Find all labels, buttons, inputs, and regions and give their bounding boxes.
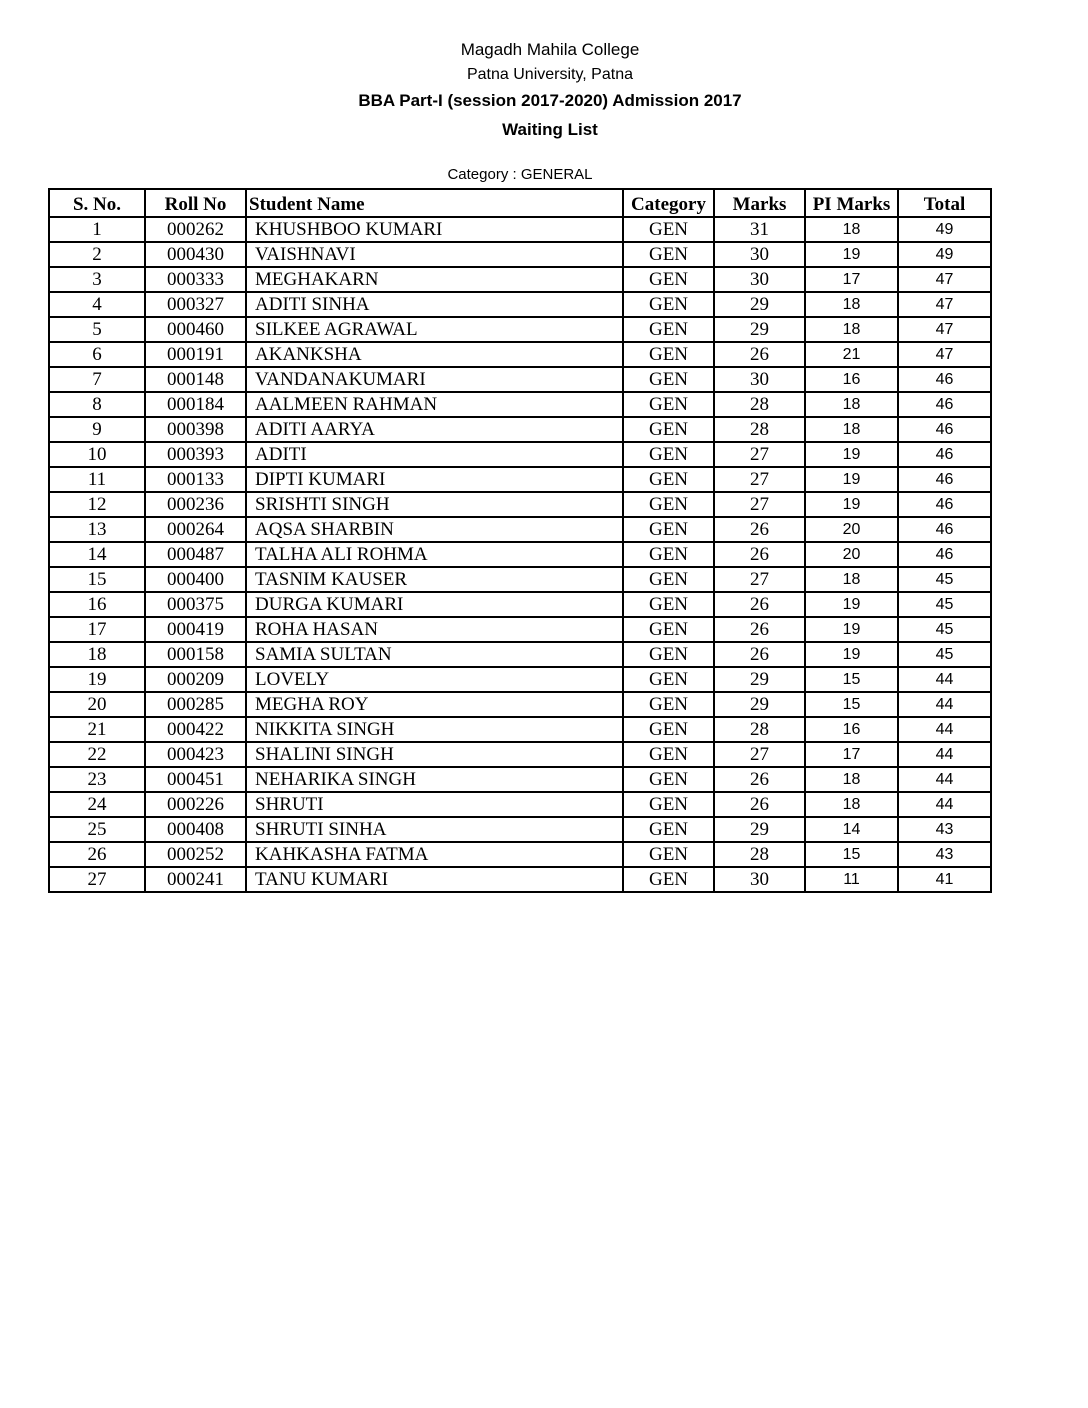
cell-pi-marks: 18	[805, 792, 898, 817]
cell-total: 43	[898, 817, 991, 842]
cell-category: GEN	[623, 417, 714, 442]
cell-marks: 26	[714, 642, 805, 667]
table-row	[49, 367, 991, 392]
table-row	[49, 217, 991, 242]
cell-marks: 28	[714, 392, 805, 417]
cell-student-name: AQSA SHARBIN	[246, 517, 623, 542]
table-row	[49, 842, 991, 867]
cell-total: 44	[898, 692, 991, 717]
cell-marks: 30	[714, 367, 805, 392]
cell-student-name: DIPTI KUMARI	[246, 467, 623, 492]
cell-pi-marks: 19	[805, 242, 898, 267]
cell-sno: 7	[49, 367, 145, 392]
cell-pi-marks: 18	[805, 392, 898, 417]
cell-roll-no: 000236	[145, 492, 246, 517]
cell-total: 45	[898, 642, 991, 667]
cell-category: GEN	[623, 667, 714, 692]
cell-pi-marks: 21	[805, 342, 898, 367]
cell-total: 47	[898, 292, 991, 317]
cell-roll-no: 000375	[145, 592, 246, 617]
cell-student-name: NEHARIKA SINGH	[246, 767, 623, 792]
cell-sno: 1	[49, 217, 145, 242]
cell-roll-no: 000422	[145, 717, 246, 742]
cell-total: 47	[898, 267, 991, 292]
cell-pi-marks: 18	[805, 417, 898, 442]
cell-student-name: SHALINI SINGH	[246, 742, 623, 767]
cell-student-name: ADITI	[246, 442, 623, 467]
cell-marks: 29	[714, 317, 805, 342]
cell-total: 46	[898, 392, 991, 417]
cell-sno: 17	[49, 617, 145, 642]
cell-sno: 27	[49, 867, 145, 892]
column-header-roll: Roll No	[145, 189, 246, 217]
cell-total: 44	[898, 767, 991, 792]
cell-marks: 28	[714, 717, 805, 742]
cell-marks: 27	[714, 442, 805, 467]
cell-category: GEN	[623, 367, 714, 392]
cell-marks: 27	[714, 742, 805, 767]
cell-pi-marks: 11	[805, 867, 898, 892]
cell-sno: 4	[49, 292, 145, 317]
cell-student-name: AKANKSHA	[246, 342, 623, 367]
cell-sno: 20	[49, 692, 145, 717]
cell-marks: 26	[714, 342, 805, 367]
cell-roll-no: 000241	[145, 867, 246, 892]
column-header-total: Total	[898, 189, 991, 217]
table-row	[49, 592, 991, 617]
cell-student-name: SRISHTI SINGH	[246, 492, 623, 517]
cell-marks: 26	[714, 517, 805, 542]
cell-total: 49	[898, 242, 991, 267]
cell-sno: 6	[49, 342, 145, 367]
cell-pi-marks: 18	[805, 567, 898, 592]
cell-total: 46	[898, 492, 991, 517]
cell-category: GEN	[623, 842, 714, 867]
cell-roll-no: 000423	[145, 742, 246, 767]
cell-sno: 23	[49, 767, 145, 792]
cell-roll-no: 000398	[145, 417, 246, 442]
cell-total: 46	[898, 367, 991, 392]
cell-roll-no: 000191	[145, 342, 246, 367]
cell-student-name: NIKKITA SINGH	[246, 717, 623, 742]
table-row	[49, 542, 991, 567]
cell-roll-no: 000327	[145, 292, 246, 317]
cell-marks: 29	[714, 692, 805, 717]
cell-sno: 15	[49, 567, 145, 592]
cell-total: 46	[898, 542, 991, 567]
table-row	[49, 267, 991, 292]
cell-category: GEN	[623, 767, 714, 792]
cell-marks: 29	[714, 667, 805, 692]
cell-roll-no: 000430	[145, 242, 246, 267]
cell-roll-no: 000451	[145, 767, 246, 792]
cell-category: GEN	[623, 467, 714, 492]
cell-total: 46	[898, 417, 991, 442]
cell-roll-no: 000209	[145, 667, 246, 692]
cell-sno: 2	[49, 242, 145, 267]
list-title: Waiting List	[502, 120, 598, 139]
cell-marks: 26	[714, 542, 805, 567]
cell-marks: 28	[714, 417, 805, 442]
cell-total: 45	[898, 567, 991, 592]
cell-marks: 27	[714, 467, 805, 492]
cell-total: 46	[898, 442, 991, 467]
column-header-pi-marks: PI Marks	[805, 189, 898, 217]
cell-student-name: SHRUTI SINHA	[246, 817, 623, 842]
cell-roll-no: 000184	[145, 392, 246, 417]
cell-sno: 22	[49, 742, 145, 767]
cell-sno: 9	[49, 417, 145, 442]
waiting-list-table	[48, 188, 992, 893]
table-row	[49, 517, 991, 542]
cell-category: GEN	[623, 567, 714, 592]
cell-roll-no: 000333	[145, 267, 246, 292]
table-row	[49, 467, 991, 492]
table-row	[49, 417, 991, 442]
cell-category: GEN	[623, 317, 714, 342]
cell-marks: 30	[714, 242, 805, 267]
cell-roll-no: 000226	[145, 792, 246, 817]
cell-sno: 26	[49, 842, 145, 867]
cell-sno: 18	[49, 642, 145, 667]
cell-total: 44	[898, 792, 991, 817]
cell-roll-no: 000393	[145, 442, 246, 467]
table-row	[49, 667, 991, 692]
cell-marks: 28	[714, 842, 805, 867]
cell-sno: 5	[49, 317, 145, 342]
cell-pi-marks: 19	[805, 442, 898, 467]
cell-marks: 29	[714, 817, 805, 842]
cell-category: GEN	[623, 792, 714, 817]
cell-total: 45	[898, 592, 991, 617]
cell-sno: 10	[49, 442, 145, 467]
cell-student-name: SAMIA SULTAN	[246, 642, 623, 667]
cell-category: GEN	[623, 642, 714, 667]
cell-category: GEN	[623, 817, 714, 842]
table-row	[49, 442, 991, 467]
cell-pi-marks: 15	[805, 842, 898, 867]
table-row	[49, 692, 991, 717]
category-label: Category : GENERAL	[447, 166, 593, 183]
cell-total: 46	[898, 467, 991, 492]
column-header-category: Category	[623, 189, 714, 217]
column-header-sno: S. No.	[49, 189, 145, 217]
cell-category: GEN	[623, 242, 714, 267]
cell-roll-no: 000460	[145, 317, 246, 342]
cell-marks: 30	[714, 267, 805, 292]
table-row	[49, 492, 991, 517]
cell-marks: 26	[714, 592, 805, 617]
table-row	[49, 717, 991, 742]
cell-category: GEN	[623, 717, 714, 742]
cell-roll-no: 000252	[145, 842, 246, 867]
cell-roll-no: 000487	[145, 542, 246, 567]
cell-category: GEN	[623, 442, 714, 467]
cell-total: 44	[898, 717, 991, 742]
cell-roll-no: 000285	[145, 692, 246, 717]
cell-category: GEN	[623, 292, 714, 317]
cell-marks: 26	[714, 767, 805, 792]
cell-pi-marks: 19	[805, 642, 898, 667]
cell-category: GEN	[623, 217, 714, 242]
cell-pi-marks: 18	[805, 767, 898, 792]
cell-sno: 24	[49, 792, 145, 817]
cell-category: GEN	[623, 342, 714, 367]
cell-total: 44	[898, 667, 991, 692]
table-row	[49, 317, 991, 342]
cell-category: GEN	[623, 392, 714, 417]
table-row	[49, 242, 991, 267]
cell-sno: 19	[49, 667, 145, 692]
cell-total: 46	[898, 517, 991, 542]
cell-student-name: VANDANAKUMARI	[246, 367, 623, 392]
cell-roll-no: 000133	[145, 467, 246, 492]
cell-pi-marks: 18	[805, 217, 898, 242]
cell-marks: 27	[714, 567, 805, 592]
cell-category: GEN	[623, 542, 714, 567]
cell-category: GEN	[623, 617, 714, 642]
cell-total: 49	[898, 217, 991, 242]
cell-marks: 30	[714, 867, 805, 892]
table-row	[49, 642, 991, 667]
cell-pi-marks: 20	[805, 517, 898, 542]
cell-category: GEN	[623, 592, 714, 617]
university-name: Patna University, Patna	[466, 66, 633, 83]
cell-student-name: AALMEEN RAHMAN	[246, 392, 623, 417]
cell-total: 44	[898, 742, 991, 767]
cell-sno: 21	[49, 717, 145, 742]
table-row	[49, 867, 991, 892]
cell-category: GEN	[623, 867, 714, 892]
cell-sno: 25	[49, 817, 145, 842]
college-name: Magadh Mahila College	[460, 40, 640, 59]
table-row	[49, 342, 991, 367]
cell-student-name: TASNIM KAUSER	[246, 567, 623, 592]
cell-total: 43	[898, 842, 991, 867]
cell-sno: 12	[49, 492, 145, 517]
cell-sno: 14	[49, 542, 145, 567]
cell-roll-no: 000264	[145, 517, 246, 542]
cell-total: 47	[898, 317, 991, 342]
cell-pi-marks: 15	[805, 692, 898, 717]
cell-student-name: KHUSHBOO KUMARI	[246, 217, 623, 242]
cell-category: GEN	[623, 517, 714, 542]
cell-category: GEN	[623, 267, 714, 292]
cell-category: GEN	[623, 742, 714, 767]
column-header-marks: Marks	[714, 189, 805, 217]
cell-roll-no: 000419	[145, 617, 246, 642]
cell-pi-marks: 17	[805, 267, 898, 292]
cell-total: 47	[898, 342, 991, 367]
cell-pi-marks: 19	[805, 617, 898, 642]
cell-category: GEN	[623, 492, 714, 517]
cell-pi-marks: 19	[805, 592, 898, 617]
cell-marks: 27	[714, 492, 805, 517]
cell-student-name: SHRUTI	[246, 792, 623, 817]
cell-pi-marks: 16	[805, 367, 898, 392]
cell-sno: 3	[49, 267, 145, 292]
cell-pi-marks: 17	[805, 742, 898, 767]
cell-total: 41	[898, 867, 991, 892]
table-row	[49, 567, 991, 592]
table-row	[49, 292, 991, 317]
cell-student-name: ADITI SINHA	[246, 292, 623, 317]
cell-student-name: MEGHAKARN	[246, 267, 623, 292]
cell-marks: 26	[714, 617, 805, 642]
cell-pi-marks: 19	[805, 467, 898, 492]
cell-roll-no: 000158	[145, 642, 246, 667]
cell-pi-marks: 16	[805, 717, 898, 742]
table-row	[49, 817, 991, 842]
cell-student-name: SILKEE AGRAWAL	[246, 317, 623, 342]
cell-pi-marks: 18	[805, 317, 898, 342]
cell-pi-marks: 18	[805, 292, 898, 317]
cell-student-name: ADITI AARYA	[246, 417, 623, 442]
cell-marks: 26	[714, 792, 805, 817]
cell-sno: 16	[49, 592, 145, 617]
cell-sno: 8	[49, 392, 145, 417]
table-row	[49, 392, 991, 417]
cell-sno: 11	[49, 467, 145, 492]
cell-student-name: ROHA HASAN	[246, 617, 623, 642]
cell-student-name: KAHKASHA FATMA	[246, 842, 623, 867]
cell-total: 45	[898, 617, 991, 642]
table-row	[49, 767, 991, 792]
cell-roll-no: 000400	[145, 567, 246, 592]
cell-roll-no: 000408	[145, 817, 246, 842]
cell-roll-no: 000262	[145, 217, 246, 242]
cell-marks: 29	[714, 292, 805, 317]
table-header-row	[49, 189, 991, 217]
cell-roll-no: 000148	[145, 367, 246, 392]
table-row	[49, 617, 991, 642]
cell-pi-marks: 15	[805, 667, 898, 692]
cell-marks: 31	[714, 217, 805, 242]
column-header-name: Student Name	[246, 189, 623, 217]
cell-student-name: MEGHA ROY	[246, 692, 623, 717]
cell-category: GEN	[623, 692, 714, 717]
cell-pi-marks: 20	[805, 542, 898, 567]
cell-student-name: TALHA ALI ROHMA	[246, 542, 623, 567]
cell-student-name: TANU KUMARI	[246, 867, 623, 892]
cell-pi-marks: 14	[805, 817, 898, 842]
cell-student-name: DURGA KUMARI	[246, 592, 623, 617]
cell-sno: 13	[49, 517, 145, 542]
cell-student-name: LOVELY	[246, 667, 623, 692]
course-title: BBA Part-I (session 2017-2020) Admission 2017	[358, 91, 742, 110]
table-row	[49, 742, 991, 767]
table-row	[49, 792, 991, 817]
cell-pi-marks: 19	[805, 492, 898, 517]
cell-student-name: VAISHNAVI	[246, 242, 623, 267]
